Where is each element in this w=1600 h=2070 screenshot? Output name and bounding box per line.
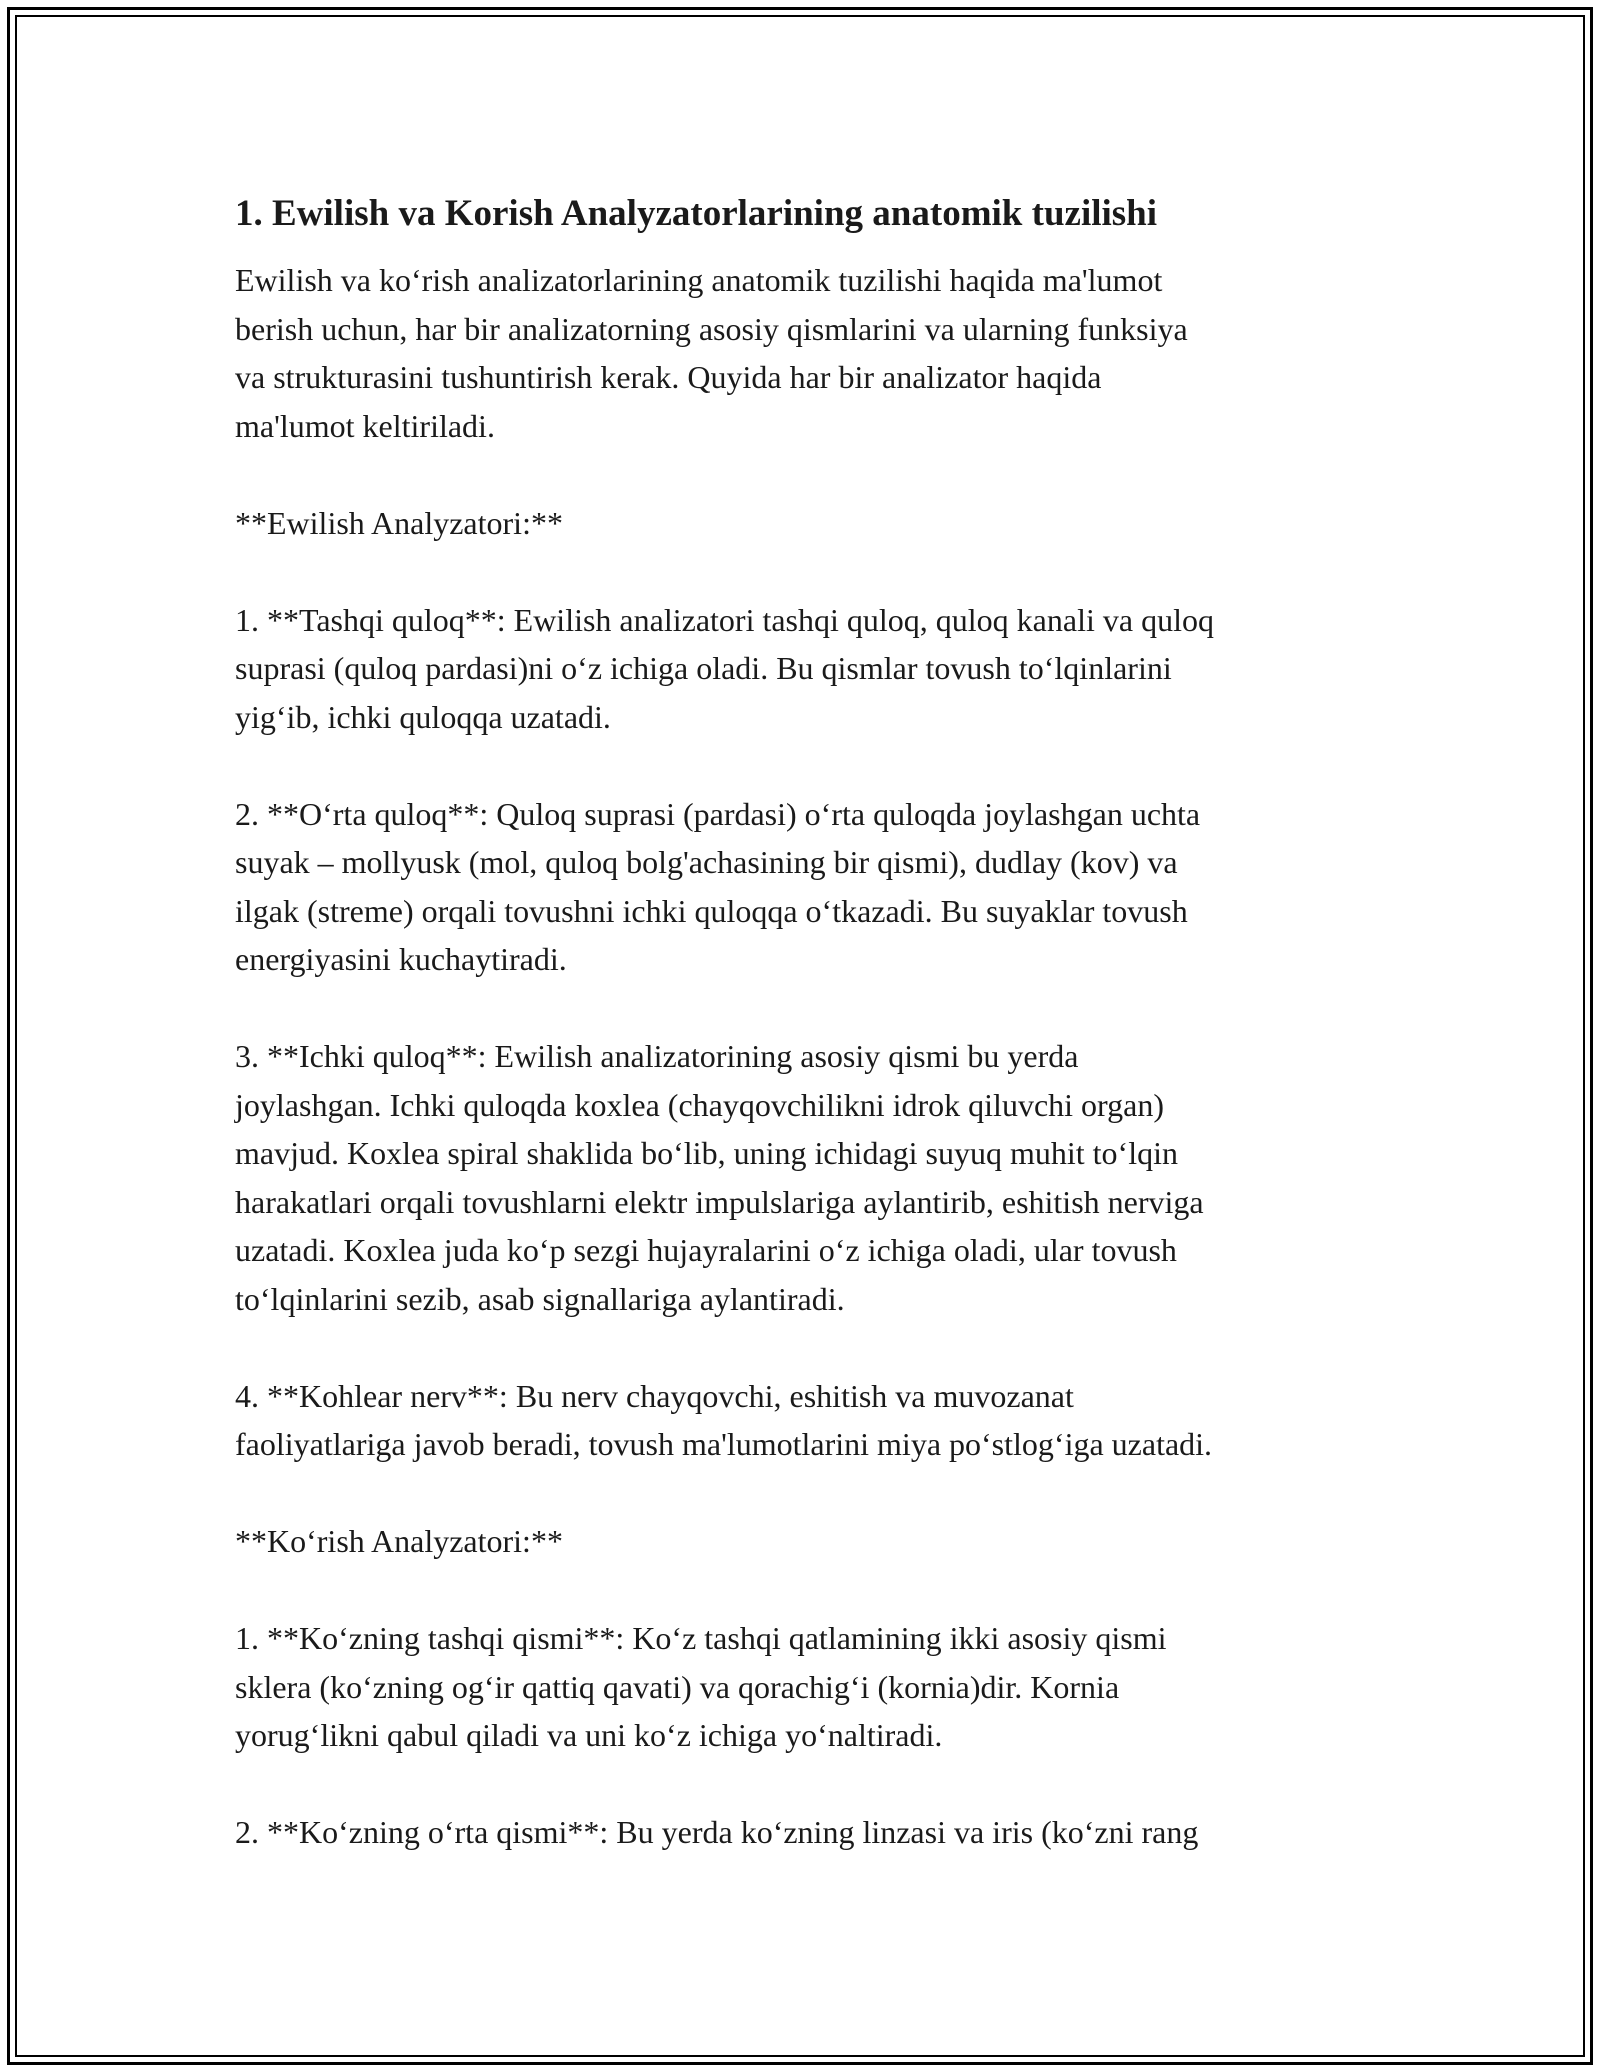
text-line: va strukturasini tushuntirish kerak. Quyida har bir analizator haqida [235, 359, 1102, 395]
paragraph-spacer [235, 741, 1375, 790]
text-line: 3. **Ichki quloq**: Ewilish analizatorining asosiy qismi bu yerda [235, 1038, 1079, 1074]
document-title: 1. Ewilish va Korish Analyzatorlarining anatomik tuzilishi [235, 193, 1158, 234]
paragraph-spacer [235, 984, 1375, 1033]
text-line: 4. **Kohlear nerv**: Bu nerv chayqovchi, eshitish va muvozanat [235, 1377, 1074, 1414]
paragraph-middle-ear [235, 790, 1375, 984]
paragraph-outer-ear [235, 596, 1375, 742]
paragraph-spacer [235, 1760, 1375, 1809]
paragraph-cochlear-nerve [235, 1372, 1375, 1469]
text-line: harakatlari orqali tovushlarni elektr impulslariga aylantirib, eshitish nerviga [235, 1183, 1204, 1220]
paragraph-eye-outer [235, 1614, 1375, 1760]
text-line: ilgak (streme) orqali tovushni ichki quloqqa o‘tkazadi. Bu suyaklar tovush [235, 892, 1188, 929]
paragraph-spacer [235, 1469, 1375, 1518]
section-heading-vision [235, 1517, 1375, 1566]
text-line: **Ko‘rish Analyzatori:** [235, 1523, 563, 1559]
text-line: joylashgan. Ichki quloqda koxlea (chayqovchilikni idrok qiluvchi organ) [235, 1086, 1164, 1123]
text-line: energiyasini kuchaytiradi. [235, 941, 567, 977]
text-line: 1. **Ko‘zning tashqi qismi**: Ko‘z tashqi qatlamining ikki asosiy qismi [235, 1620, 1167, 1656]
text-line: yig‘ib, ichki quloqqa uzatadi. [235, 698, 611, 735]
text-line: 2. **Ko‘zning o‘rta qismi**: Bu yerda ko‘zning linzasi va iris (ko‘zni rang [235, 1814, 1199, 1850]
text-line: **Ewilish Analyzatori:** [235, 504, 563, 541]
paragraph-spacer [235, 450, 1375, 499]
text-line: uzatadi. Koxlea juda ko‘p sezgi hujayralarini o‘z ichiga oladi, ular tovush [235, 1232, 1177, 1268]
text-line: yorug‘likni qabul qiladi va uni ko‘z ichiga yo‘naltiradi. [235, 1717, 943, 1753]
paragraph-eye-middle [235, 1808, 1375, 1857]
text-line: suyak – mollyusk (mol, quloq bolg'achasining bir qismi), dudlay (kov) va [235, 844, 1178, 880]
document-body [235, 188, 1375, 1857]
paragraph-intro [235, 256, 1375, 450]
text-line: 1. **Tashqi quloq**: Ewilish analizatori tashqi quloq, quloq kanali va quloq [235, 601, 1214, 638]
text-line: suprasi (quloq pardasi)ni o‘z ichiga oladi. Bu qismlar tovush to‘lqinlarini [235, 650, 1172, 686]
text-line: 2. **O‘rta quloq**: Quloq suprasi (pardasi) o‘rta quloqda joylashgan uchta [235, 795, 1201, 832]
text-line: Ewilish va ko‘rish analizatorlarining anatomik tuzilishi haqida ma'lumot [235, 262, 1163, 298]
paragraph-spacer [235, 1566, 1375, 1615]
paragraph-spacer [235, 1323, 1375, 1372]
text-line: mavjud. Koxlea spiral shaklida bo‘lib, uning ichidagi suyuq muhit to‘lqin [235, 1135, 1178, 1171]
paragraph-spacer [235, 547, 1375, 596]
section-heading-hearing [235, 499, 1375, 548]
text-line: sklera (ko‘zning og‘ir qattiq qavati) va qorachig‘i (kornia)dir. Kornia [235, 1668, 1120, 1705]
text-line: to‘lqinlarini sezib, asab signallariga aylantiradi. [235, 1280, 845, 1317]
paragraph-inner-ear [235, 1032, 1375, 1323]
text-line: faoliyatlariga javob beradi, tovush ma'lumotlarini miya po‘stlog‘iga uzatadi. [235, 1426, 1213, 1462]
text-line: ma'lumot keltiriladi. [235, 407, 495, 444]
text-line: berish uchun, har bir analizatorning asosiy qismlarini va ularning funksiya [235, 310, 1188, 347]
